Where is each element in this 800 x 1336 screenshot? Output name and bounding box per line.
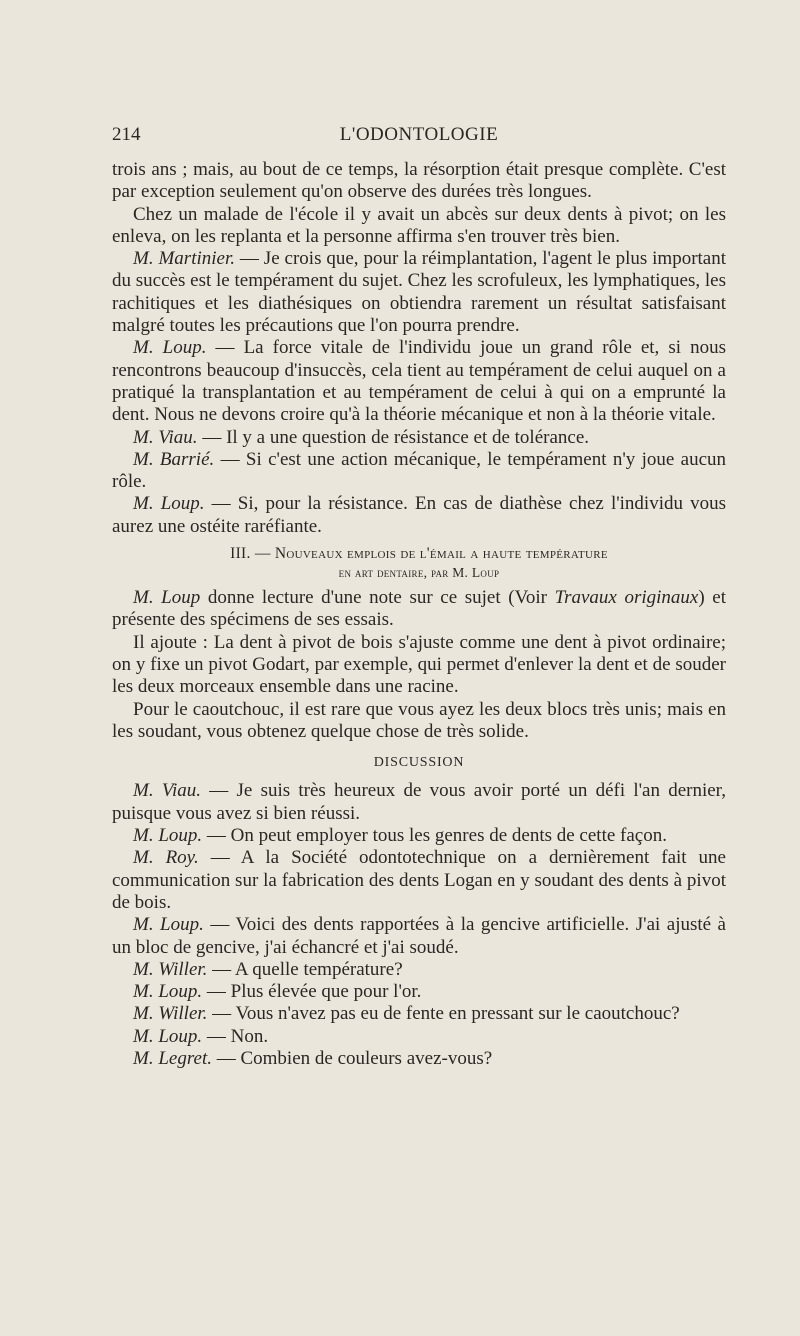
speaker-name: M. Barrié. [133,448,215,470]
speaker-name: M. Loup. [133,914,204,936]
section-heading-line-1: III. — Nouveaux emplois de l'émail a haute température [230,545,608,563]
speech-text: donne lecture d'une note sur ce sujet (Voir [200,587,555,609]
discussion-list [112,780,726,1070]
paragraph [112,248,726,337]
speech-text: — La force vitale de l'individu joue un grand rôle et, si nous rencontrons beaucoup d'insuccès, cela tient au tempérament de celui auquel on a pratiqué la transplantation et au tempérament de celui à qui on a emprunté la dent. Nous ne devons croire qu'à la théorie mécanique et non à la théorie vitale. [112,337,726,426]
discussion-heading: DISCUSSION [373,755,465,771]
speech-text: — Je crois que, pour la réimplantation, l'agent le plus important du succès est le tempérament du sujet. Chez les scrofuleux, les lymphatiques, les rachitiques et les diathésiques on obtiendra rarement un résultat satisfaisant malgré toutes les précautions que l'on pourra prendre. [112,248,727,337]
speech-text: — Combien de couleurs avez-vous? [211,1047,493,1069]
discussion-item [112,959,726,981]
paragraph: Pour le caoutchouc, il est rare que vous ayez les deux blocs très unis; mais en les soudant, vous obtenez quelque chose de très solide. [112,698,726,742]
speech-text: — Je suis très heureux de vous avoir porté un défi l'an dernier, puisque vous avez si bien réussi. [112,780,726,824]
paragraph [112,493,726,538]
speaker-name: M. Loup. [133,1025,203,1047]
discussion-item [112,780,726,825]
section-heading-line-2: en art dentaire, par M. Loup [338,565,500,581]
speaker-name: M. Martinier. [133,248,236,270]
speech-text: — Il y a une question de résistance et de tolérance. [197,426,590,448]
discussion-item [112,1048,726,1070]
paragraph: Il ajoute : La dent à pivot de bois s'ajuste comme une dent à pivot ordinaire; on y fixe un pivot Godart, par exemple, qui permet d'enlever la dent et de souder les deux morceaux ensemble dans une racine. [112,631,726,698]
speech-text: — A la Société odontotechnique on a dernièrement fait une communication sur la fabrication des dents Logan en y soudant des dents à pivot de bois. [112,847,726,913]
running-header [112,124,726,152]
speech-text: — Non. [202,1025,269,1047]
discussion-item [112,914,726,959]
speaker-name: M. Viau. [133,426,198,448]
discussion-item [112,847,726,914]
paragraph [112,337,726,426]
speaker-name: M. Roy. [133,847,199,869]
speech-text: — Si c'est une action mécanique, le tempérament n'y joue aucun rôle. [112,448,726,493]
speaker-name: M. Loup [133,587,201,609]
paragraph [112,427,726,449]
paragraph [112,587,726,632]
speaker-name: M. Loup. [133,981,203,1003]
discussion-item [112,825,726,847]
speech-text: — A quelle température? [207,958,403,980]
italic-reference: Travaux originaux [554,587,699,609]
section-heading [112,544,726,582]
discussion-item [112,1026,726,1048]
page-number: 214 [112,124,141,145]
speaker-name: M. Loup. [133,337,207,359]
paragraph [112,449,726,494]
discussion-item [112,981,726,1003]
running-title: L'ODONTOLOGIE [339,124,499,145]
page-body [112,159,726,1070]
speech-text: — On peut employer tous les genres de dents de cette façon. [202,825,667,847]
speaker-name: M. Willer. [133,958,208,980]
speech-text: — Voici des dents rapportées à la gencive artificielle. J'ai ajusté à un bloc de gencive, j'ai échancré et j'ai soudé. [112,914,726,958]
paragraph: trois ans ; mais, au bout de ce temps, la résorption était presque complète. C'est par exception seulement qu'on observe des durées très longues. [112,159,726,203]
speaker-name: M. Loup. [133,493,205,515]
speaker-name: M. Loup. [133,825,203,847]
speech-text: ) et présente des spécimens de ses essais. [112,587,726,631]
speaker-name: M. Willer. [133,1003,208,1025]
speech-text: — Si, pour la résistance. En cas de diathèse chez l'individu vous aurez une ostéite raréfiante. [112,493,726,537]
discussion-item [112,1003,726,1025]
speaker-name: M. Viau. [133,780,202,802]
speech-text: — Plus élevée que pour l'or. [202,981,422,1003]
paragraph: Chez un malade de l'école il y avait un abcès sur deux dents à pivot; on les enleva, on les replanta et la personne affirma s'en trouver très bien. [112,203,726,247]
speech-text: — Vous n'avez pas eu de fente en pressant sur le caoutchouc? [207,1003,680,1025]
speaker-name: M. Legret. [133,1047,212,1069]
